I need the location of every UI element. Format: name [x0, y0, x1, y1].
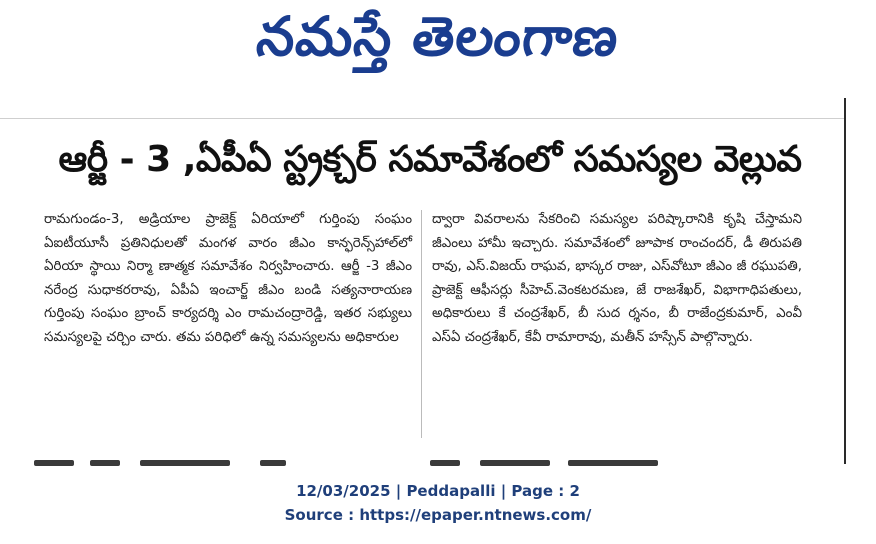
source-link[interactable]: Source : https://epaper.ntnews.com/ [284, 506, 592, 524]
clip-info: 12/03/2025 | Peddapalli | Page : 2 [296, 482, 580, 500]
column-border [844, 98, 846, 464]
article-headline: ఆర్జీ - 3 ,ఏపీఏ స్ట్రక్చర్ సమావేశంలో సమస్యల వెల్లువ [58, 139, 802, 180]
masthead [0, 0, 876, 88]
cut-off-next-story [20, 458, 840, 466]
column-divider [421, 210, 422, 438]
article-column-right: ద్వారా వివరాలను సేకరించి సమస్యల పరిష్కారానికి కృషి చేస్తామని జీఎంలు హామీ ఇచ్చారు. సమావేశంలో జూపాక రాంచందర్, డీ తిరుపతి రావు, ఎస్.విజయ్ రాఘవ, భాస్కర రాజు, ఎస్‌వోటూ జీఎం జీ రఘుపతి, ప్రాజెక్ట్ ఆఫీసర్లు సీహెచ్.వెంకటరమణ, జే రాజశేఖర్, విభాగాధిపతులు, అధికారులు కే చంద్రశేఖర్, బీ సుద ర్శనం, బీ రాజేంద్రకుమార్, ఎంవీ ఎస్ఏ చంద్రశేఖర్, కేవీ రామారావు, మతీన్ హస్సేన్ పాల్గొన్నారు. [432, 212, 802, 345]
article-column-left: రామగుండం-3, అడ్రియాల ప్రాజెక్ట్ ఏరియాలో గుర్తింపు సంఘం ఏఐటీయూసీ ప్రతినిధులతో మంగళ వారం జీఎం కాన్ఫరెన్స్‌హాల్‌లో ఏరియా స్థాయి నిర్మా ణాత్మక సమావేశం నిర్వహించారు. ఆర్జీ -3 జీఎం నరేంద్ర సుధాకరరావు, ఏపీఏ ఇంచార్జ్ జీఎం బండి సత్యనారాయణ గుర్తింపు సంఘం బ్రాంచ్ కార్యదర్శి ఎం రామచంద్రారెడ్డి, ఇతర సభ్యులు సమస్యలపై చర్చిం చారు. తమ పరిధిలో ఉన్న సమస్యలను అధికారుల [44, 212, 412, 345]
newspaper-logo: నమస్తే తెలంగాణ [253, 5, 623, 68]
